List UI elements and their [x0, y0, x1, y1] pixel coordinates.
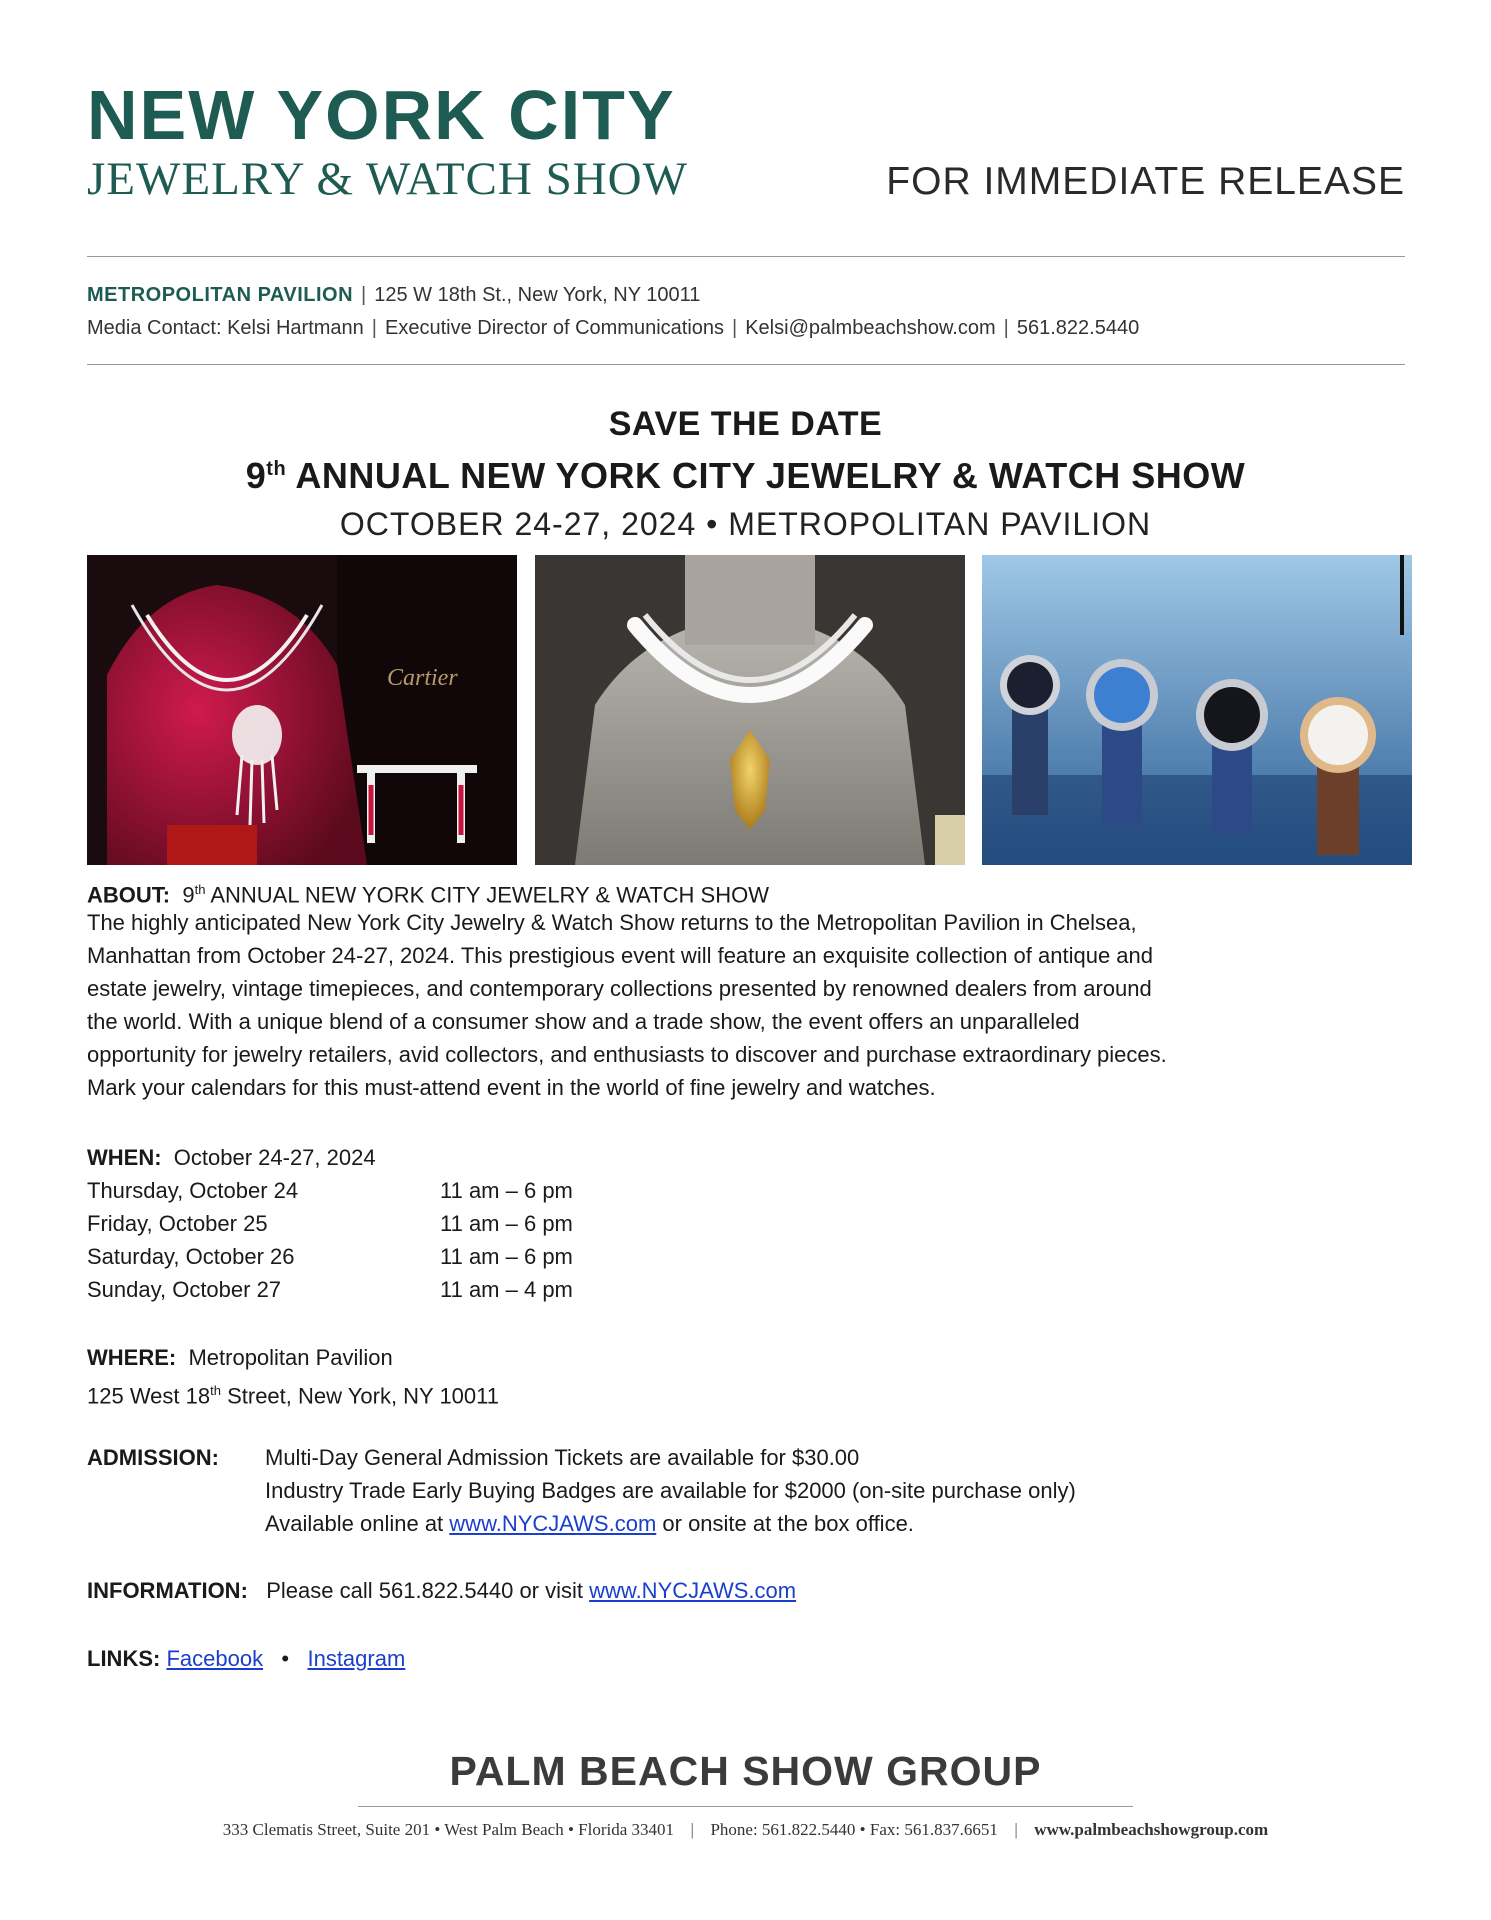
schedule-time: 11 am – 6 pm [440, 1178, 573, 1203]
yellow-diamond-necklace-photo [535, 555, 965, 865]
schedule-time: 11 am – 4 pm [440, 1277, 573, 1302]
when-dates: October 24-27, 2024 [173, 1145, 376, 1170]
venue-address: 125 W 18th St., New York, NY 10011 [374, 284, 701, 306]
divider [87, 364, 1405, 365]
footer-divider [358, 1806, 1133, 1807]
logo-subtitle: JEWELRY & WATCH SHOW [87, 153, 688, 205]
nycjaws-link[interactable]: www.NYCJAWS.com [449, 1511, 657, 1536]
about-paragraph [87, 906, 1417, 1104]
about-line: opportunity for jewelry retailers, avid collectors, and enthusiasts to discover and purchase extraordinary pieces. [87, 1042, 1167, 1067]
schedule-day: Thursday, October 24 [87, 1178, 299, 1203]
contact-title: Executive Director of Communications [385, 317, 725, 339]
watches-display-photo [982, 555, 1412, 865]
schedule-day: Friday, October 25 [87, 1211, 268, 1236]
admission-details [265, 1441, 1415, 1540]
logo-title: NEW YORK CITY [87, 76, 676, 154]
about-label: ABOUT: [87, 882, 171, 908]
about-line: estate jewelry, vintage timepieces, and contemporary collections presented by renowned dealers from around [87, 976, 1152, 1001]
about-line: Manhattan from October 24-27, 2024. This prestigious event will feature an exquisite collection of antique and [87, 943, 1154, 968]
footer-company-name: PALM BEACH SHOW GROUP [449, 1748, 1042, 1794]
facebook-link[interactable]: Facebook [166, 1646, 264, 1671]
where-heading [87, 1341, 1417, 1374]
where-address: 125 West 18th Street, New York, NY 10011 [87, 1383, 499, 1409]
where-label: WHERE: [87, 1345, 177, 1370]
footer-phone: Phone: 561.822.5440 • Fax: 561.837.6651 [710, 1820, 998, 1839]
schedule-day: Saturday, October 26 [87, 1244, 295, 1269]
dates-location: OCTOBER 24-27, 2024 • METROPOLITAN PAVILION [339, 506, 1152, 542]
divider [87, 256, 1405, 257]
information-label: INFORMATION: [87, 1578, 248, 1603]
cartier-necklace-photo [87, 555, 517, 865]
when-heading [87, 1141, 1417, 1174]
release-heading: FOR IMMEDIATE RELEASE [886, 160, 1405, 203]
footer-street: 333 Clematis Street, Suite 201 • West Palm Beach • Florida 33401 [222, 1820, 675, 1839]
footer-website: www.palmbeachshowgroup.com [1034, 1820, 1269, 1839]
contact-phone: 561.822.5440 [1016, 317, 1140, 339]
save-the-date: SAVE THE DATE [608, 405, 883, 443]
contact-person: Media Contact: Kelsi Hartmann [87, 317, 364, 339]
about-line: the world. With a unique blend of a consumer show and a trade show, the event offers an unparalleled [87, 1009, 1080, 1034]
contact-line: Media Contact: Kelsi Hartmann | Executive Director of Communications | Kelsi@palmbeachshow.com | 561.822.5440 [87, 317, 1140, 339]
information-line: INFORMATION: Please call 561.822.5440 or visit www.NYCJAWS.com [87, 1578, 797, 1603]
schedule-time: 11 am – 6 pm [440, 1244, 573, 1269]
admission-line: Available online at www.NYCJAWS.com or onsite at the box office. [265, 1511, 914, 1536]
annual-title: 9th ANNUAL NEW YORK CITY JEWELRY & WATCH SHOW [245, 455, 1246, 496]
footer-address: 333 Clematis Street, Suite 201 • West Palm Beach • Florida 33401 | Phone: 561.822.5440 • Fax: 561.837.6651 | www.palmbeachshowgroup.com [222, 1820, 1269, 1839]
about-line: The highly anticipated New York City Jewelry & Watch Show returns to the Metropolitan Pavilion in Chelsea, [87, 910, 1137, 935]
admission-line: Multi-Day General Admission Tickets are available for $30.00 [265, 1445, 860, 1470]
about-heading: ABOUT: 9th ANNUAL NEW YORK CITY JEWELRY & WATCH SHOW [87, 882, 769, 908]
svg-text:Cartier: Cartier [387, 665, 458, 691]
admission-line: Industry Trade Early Buying Badges are available for $2000 (on-site purchase only) [265, 1478, 1076, 1503]
schedule-time: 11 am – 6 pm [440, 1211, 573, 1236]
nycjaws-link[interactable]: www.NYCJAWS.com [589, 1578, 797, 1603]
links-label: LINKS: [87, 1646, 161, 1671]
when-label: WHEN: [87, 1145, 162, 1170]
schedule-day: Sunday, October 27 [87, 1277, 282, 1302]
where-venue: Metropolitan Pavilion [188, 1345, 393, 1370]
instagram-link[interactable]: Instagram [307, 1646, 406, 1671]
contact-email: Kelsi@palmbeachshow.com [745, 317, 996, 339]
admission-label: ADMISSION: [87, 1445, 219, 1470]
bullet: • [281, 1646, 290, 1671]
venue-name: METROPOLITAN PAVILION [87, 284, 354, 306]
links-line [87, 1642, 1417, 1675]
about-line: Mark your calendars for this must-attend event in the world of fine jewelry and watches. [87, 1075, 936, 1100]
venue-line: METROPOLITAN PAVILION | 125 W 18th St., New York, NY 10011 [87, 284, 701, 306]
